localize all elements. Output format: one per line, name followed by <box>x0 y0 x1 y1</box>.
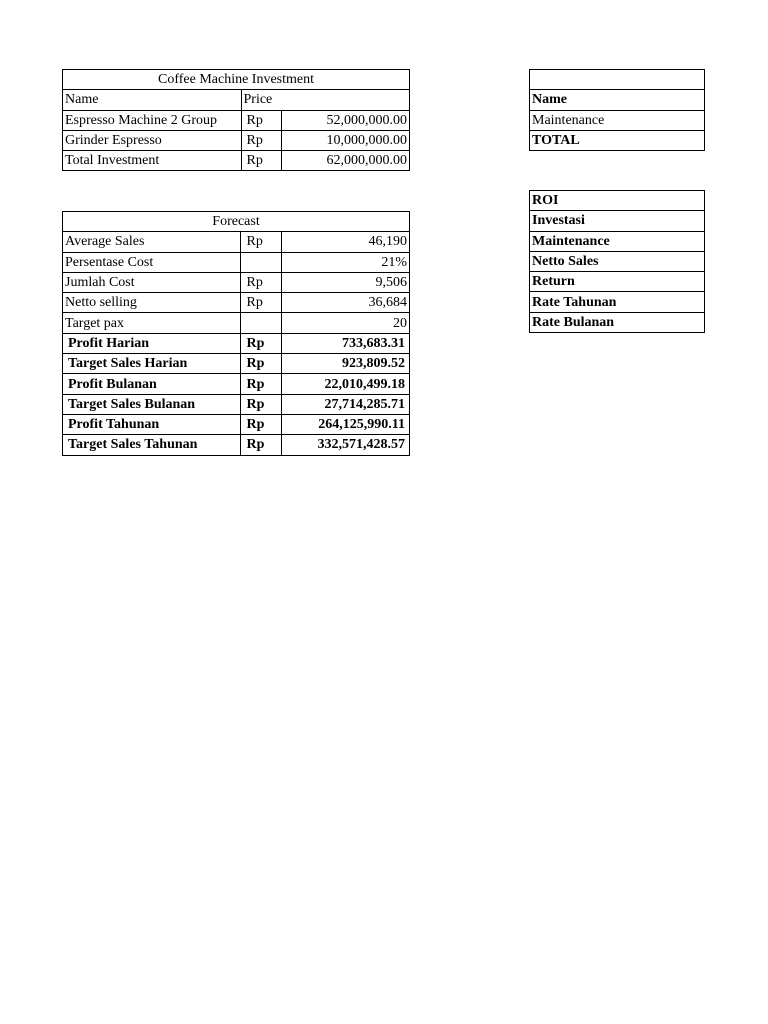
currency-label: Rp <box>241 414 281 434</box>
currency-label: Rp <box>241 272 281 292</box>
investment-table <box>62 69 410 171</box>
forecast-title: Forecast <box>63 212 410 232</box>
forecast-label: Netto selling <box>63 293 241 313</box>
table-row <box>63 110 410 130</box>
forecast-label: Average Sales <box>63 232 241 252</box>
currency-label: Rp <box>241 232 281 252</box>
forecast-label: Target Sales Harian <box>63 354 241 374</box>
forecast-label: Target Sales Bulanan <box>63 394 241 414</box>
table-row <box>63 272 410 292</box>
forecast-value: 46,190 <box>281 232 409 252</box>
maintenance-title-cell <box>530 70 705 90</box>
investment-title-row <box>63 70 410 90</box>
table-row <box>63 414 410 434</box>
currency-label: Rp <box>241 374 281 394</box>
table-row <box>530 251 705 271</box>
investment-header-name: Name <box>63 90 242 110</box>
forecast-label: Target Sales Tahunan <box>63 435 241 455</box>
forecast-value: 27,714,285.71 <box>281 394 409 414</box>
forecast-value: 733,683.31 <box>281 333 409 353</box>
table-row <box>530 110 705 130</box>
currency-label: Rp <box>241 293 281 313</box>
roi-label: Maintenance <box>530 231 705 251</box>
roi-label: Return <box>530 272 705 292</box>
maintenance-item: Maintenance <box>530 110 705 130</box>
table-row <box>63 374 410 394</box>
forecast-label: Persentase Cost <box>63 252 241 272</box>
currency-label: Rp <box>241 333 281 353</box>
maintenance-table <box>529 69 705 151</box>
currency-label: Rp <box>241 394 281 414</box>
table-row <box>63 252 410 272</box>
table-row <box>63 130 410 150</box>
forecast-label: Target pax <box>63 313 241 333</box>
forecast-value: 20 <box>281 313 409 333</box>
item-name: Total Investment <box>63 151 242 171</box>
roi-label: Rate Bulanan <box>530 312 705 332</box>
table-row <box>63 151 410 171</box>
forecast-label: Profit Bulanan <box>63 374 241 394</box>
item-value: 10,000,000.00 <box>281 130 409 150</box>
currency-label <box>241 252 281 272</box>
table-row <box>530 231 705 251</box>
item-name: Espresso Machine 2 Group <box>63 110 242 130</box>
item-name: Grinder Espresso <box>63 130 242 150</box>
roi-label: Investasi <box>530 211 705 231</box>
currency-label: Rp <box>241 130 281 150</box>
table-row <box>63 313 410 333</box>
currency-label: Rp <box>241 151 281 171</box>
currency-label: Rp <box>241 354 281 374</box>
forecast-title-row <box>63 212 410 232</box>
roi-label: Netto Sales <box>530 251 705 271</box>
currency-label: Rp <box>241 110 281 130</box>
roi-label: Rate Tahunan <box>530 292 705 312</box>
table-row <box>63 333 410 353</box>
table-row <box>63 435 410 455</box>
forecast-label: Profit Harian <box>63 333 241 353</box>
forecast-value: 9,506 <box>281 272 409 292</box>
table-row <box>530 292 705 312</box>
roi-title: ROI <box>530 191 705 211</box>
forecast-value: 332,571,428.57 <box>281 435 409 455</box>
currency-label <box>241 313 281 333</box>
forecast-table <box>62 211 410 456</box>
item-value: 52,000,000.00 <box>281 110 409 130</box>
table-row <box>63 232 410 252</box>
item-value: 62,000,000.00 <box>281 151 409 171</box>
forecast-label: Profit Tahunan <box>63 414 241 434</box>
maintenance-empty-row <box>530 70 705 90</box>
investment-title: Coffee Machine Investment <box>63 70 410 90</box>
roi-table <box>529 190 705 333</box>
forecast-value: 264,125,990.11 <box>281 414 409 434</box>
maintenance-header: Name <box>530 90 705 110</box>
table-row <box>63 354 410 374</box>
currency-label: Rp <box>241 435 281 455</box>
table-row <box>530 272 705 292</box>
forecast-label: Jumlah Cost <box>63 272 241 292</box>
forecast-value: 21% <box>281 252 409 272</box>
table-row <box>530 191 705 211</box>
forecast-value: 36,684 <box>281 293 409 313</box>
investment-header-row <box>63 90 410 110</box>
table-row <box>530 211 705 231</box>
table-row <box>63 293 410 313</box>
table-row <box>63 394 410 414</box>
maintenance-total: TOTAL <box>530 130 705 150</box>
forecast-value: 923,809.52 <box>281 354 409 374</box>
table-row <box>530 130 705 150</box>
forecast-value: 22,010,499.18 <box>281 374 409 394</box>
investment-header-price: Price <box>241 90 410 110</box>
table-row <box>530 90 705 110</box>
table-row <box>530 312 705 332</box>
